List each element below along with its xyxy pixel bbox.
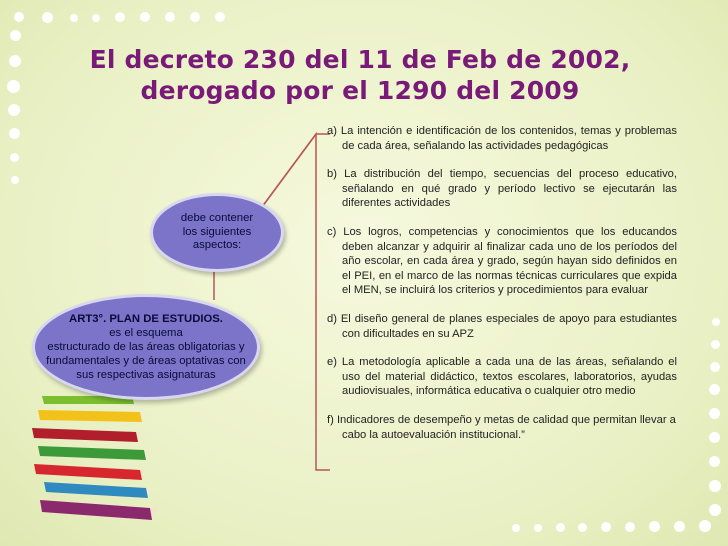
bubble-big-line-3: fundamentales y de áreas optativas con — [46, 355, 246, 367]
list-item-d: d) El diseño general de planes especiales de apoyo para estudiantes con dificultades en su APZ — [327, 312, 677, 340]
slide-title-line-2: derogado por el 1290 del 2009 — [140, 76, 580, 105]
aspects-list — [327, 124, 677, 456]
list-item-a: a) La intención e identificación de los contenidos, temas y problemas de cada área, señalando las actividades pedagógicas — [327, 125, 677, 152]
bubble-big-line-2: estructurado de las áreas obligatorias y — [47, 341, 245, 353]
list-item-c: c) Los logros, competencias y conocimientos que los educandos deben alcanzar y adquirir al finalizar cada uno de los períodos del año escolar, en cada área y grado, según hayan sido definidos en el PEI, en el marco de las normas técnicas curriculares que expida el MEN, se incluirá los criterios y procedimientos para evaluar — [327, 225, 677, 297]
bubble-big-line-1: es el esquema — [109, 327, 183, 339]
bubble-small-line-3: aspectos: — [192, 239, 242, 252]
bubble-small-line-2: los siguientes — [182, 225, 252, 238]
bubble-small-line-1: debe contener — [180, 212, 254, 225]
list-item-f: f) Indicadores de desempeño y metas de calidad que permitan llevar a cabo la autoevaluación institucional.” — [327, 413, 676, 441]
bubble-plan-de-estudios — [32, 294, 260, 400]
list-item-b: b) La distribución del tiempo, secuencias del proceso educativo, señalando en qué grado y período lectivo se ejecutarán las diferentes actividades — [327, 168, 677, 210]
list-item-e: e) La metodología aplicable a cada una de las áreas, señalando el uso del material didáctico, textos escolares, laboratorios, ayudas audiovisuales, informática educativa o cualquier otro medio — [327, 356, 677, 398]
bubble-big-heading: ART3°. PLAN DE ESTUDIOS. — [69, 313, 223, 325]
bubble-big-line-4: sus respectivas asignaturas — [76, 369, 216, 381]
bubble-debe-contener — [150, 193, 284, 272]
slide-title-line-1: El decreto 230 del 11 de Feb de 2002, — [89, 45, 631, 74]
